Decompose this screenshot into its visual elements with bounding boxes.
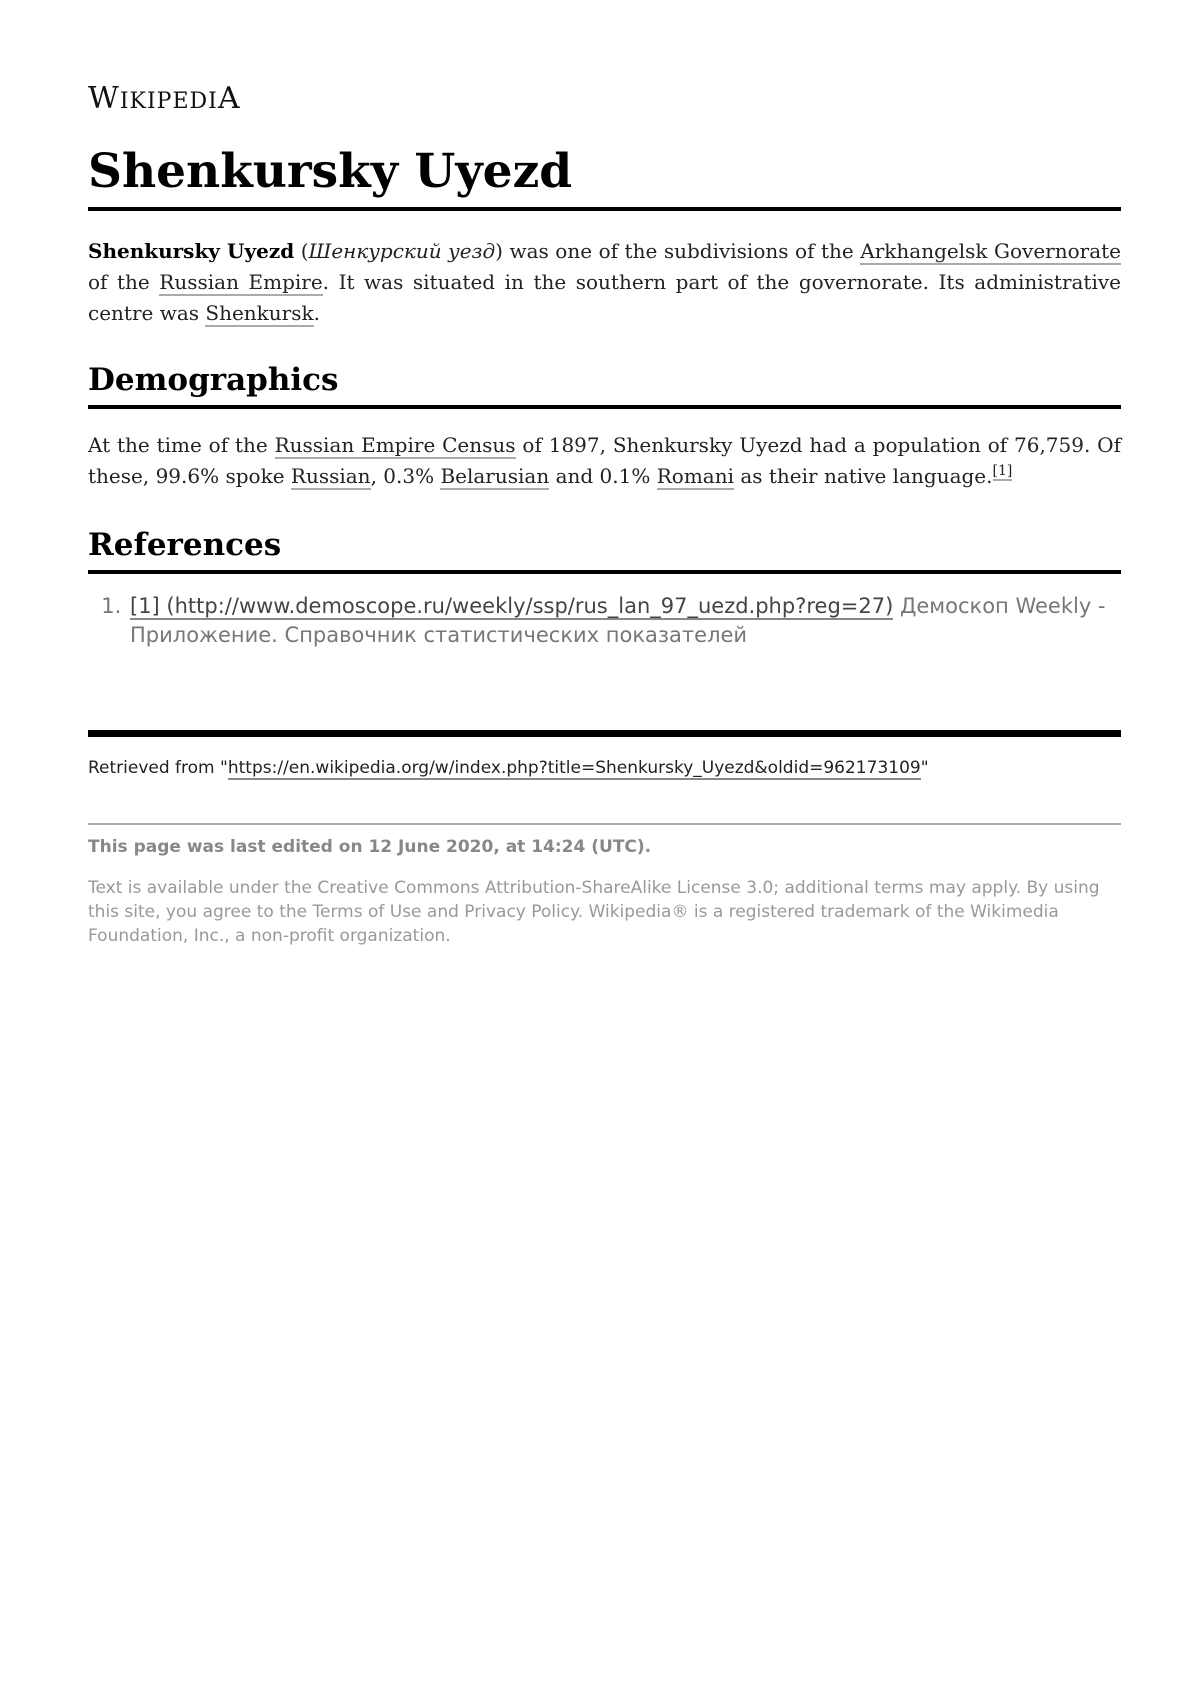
intro-text-1: ) was one of the subdivisions of the [495,239,861,263]
last-edited-notice: This page was last edited on 12 June 2020, at 14:24 (UTC). [88,837,652,857]
demo-text-4: and 0.1% [549,464,657,488]
retrieved-url-link[interactable]: https://en.wikipedia.org/w/index.php?title=Shenkursky_Uyezd&oldid=962173109 [227,758,921,778]
link-russian-empire[interactable]: Russian Empire [159,270,323,294]
references-heading: References [88,527,1121,574]
reference-item [128,592,1121,650]
demo-text-2: of 1897, Shenkursky Uyezd had a population of 76,759. Of these, 99.6% spoke [88,433,1121,488]
link-russian-empire-census[interactable]: Russian Empire Census [274,433,516,457]
intro-native-name: Шенкурский уезд [308,239,496,263]
footer-thin-divider [88,823,1121,825]
link-belarusian[interactable]: Belarusian [440,464,550,488]
intro-text-3: . It was situated in the southern part of the governorate. Its administrative centre was [88,270,1121,325]
retrieved-from [88,756,1121,780]
link-shenkursk[interactable]: Shenkursk [205,301,314,325]
intro-subject: Shenkursky Uyezd [88,239,295,263]
page-title: Shenkursky Uyezd [88,145,1121,211]
logo-small-caps: IKIPEDI [119,89,218,114]
intro-text-2: of the [88,270,160,294]
retrieved-suffix: " [920,758,929,778]
demo-text-5: as their native language. [733,464,993,488]
logo-first-letter: W [88,81,120,116]
demo-text-3: , 0.3% [370,464,441,488]
link-russian[interactable]: Russian [290,464,371,488]
footer-divider [88,730,1121,737]
link-romani[interactable]: Romani [656,464,734,488]
reference-description: Демоскоп Weekly - Приложение. Справочник статистических показателей [130,594,1106,647]
logo-last-letter: A [217,81,241,116]
citation-link[interactable]: [1] [992,463,1013,480]
license-notice: Text is available under the Creative Commons Attribution-ShareAlike License 3.0; additional terms may apply. By using this site, you agree to the Terms of Use and Privacy Policy. Wikipedia® is a registered trademark of the Wikimedia Foundation, Inc., a non-profit organization. [88,878,1100,946]
demographics-paragraph [88,430,1121,492]
wikipedia-logo[interactable] [88,81,241,116]
demo-text-1: At the time of the [88,433,275,457]
references-list [88,592,1121,650]
retrieved-prefix: Retrieved from " [88,758,228,778]
link-arkhangelsk-governorate[interactable]: Arkhangelsk Governorate [860,239,1122,263]
intro-open-paren: ( [294,239,309,263]
demographics-heading: Demographics [88,362,1121,409]
intro-text-4: . [313,301,320,325]
reference-external-link[interactable]: [1] (http://www.demoscope.ru/weekly/ssp/rus_lan_97_uezd.php?reg=27) [130,594,894,618]
intro-paragraph [88,236,1121,329]
